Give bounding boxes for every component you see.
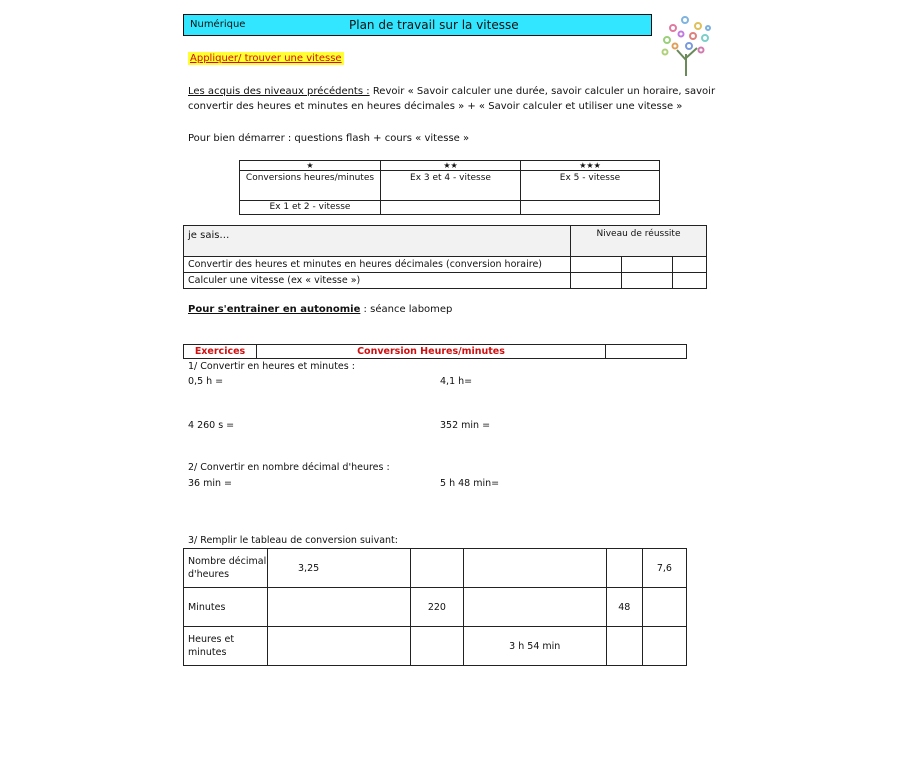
start-section [188, 131, 469, 146]
prior-text-line2: convertir des heures et minutes en heures décimales » + « Savoir calculer et utiliser une vitesse » [188, 101, 683, 112]
level-cell [521, 201, 660, 215]
exercise2-item: 5 h 48 min= [440, 478, 500, 489]
level-box[interactable] [571, 273, 622, 289]
row-label-line: Minutes [188, 601, 226, 613]
conversion-cell[interactable]: 48 [606, 588, 642, 627]
level-header-2: ★★ [381, 161, 521, 171]
level-box[interactable] [673, 273, 707, 289]
conversion-cell[interactable] [606, 549, 642, 588]
autonomy-sep: : [360, 304, 367, 315]
level-box[interactable] [622, 257, 673, 273]
exercise3-title: 3/ Remplir le tableau de conversion suivant: [188, 535, 398, 546]
conversion-cell[interactable]: 3,25 [268, 549, 411, 588]
level-of-success-header: Niveau de réussite [571, 226, 707, 257]
prior-text-line1: Revoir « Savoir calculer une durée, savoir calculer un horaire, savoir [372, 86, 716, 97]
row-label-line: d'heures [188, 569, 230, 580]
start-label: Pour bien démarrer : [188, 133, 292, 144]
exercise-bar-col3 [606, 345, 687, 359]
conversion-cell[interactable] [642, 627, 686, 666]
exercise1-item: 352 min = [440, 420, 491, 431]
conversion-cell[interactable] [268, 627, 411, 666]
conversion-cell[interactable] [642, 588, 686, 627]
conversion-cell[interactable]: 7,6 [642, 549, 686, 588]
objective-label: Appliquer/ trouver une vitesse [190, 53, 342, 64]
level-cell: Ex 3 et 4 - vitesse [381, 171, 521, 201]
level-box[interactable] [673, 257, 707, 273]
conversion-cell[interactable] [463, 549, 606, 588]
conversion-table [183, 548, 687, 666]
skill-row: Calculer une vitesse (ex « vitesse ») [184, 273, 571, 289]
skills-table [183, 225, 707, 289]
exercise2-title: 2/ Convertir en nombre décimal d'heures : [188, 462, 390, 473]
levels-table [239, 160, 660, 215]
level-header-1: ★ [240, 161, 381, 171]
header-bar [183, 14, 652, 36]
skill-row: Convertir des heures et minutes en heures décimales (conversion horaire) [184, 257, 571, 273]
skills-header: je sais… [184, 226, 571, 257]
conversion-cell[interactable] [411, 549, 464, 588]
autonomy-label: Pour s'entrainer en autonomie [188, 304, 361, 315]
start-text: questions flash + cours « vitesse » [294, 133, 470, 144]
level-box[interactable] [622, 273, 673, 289]
level-cell: Conversions heures/minutes [240, 171, 381, 201]
tree-logo-icon [653, 10, 719, 78]
conversion-cell[interactable]: 220 [411, 588, 464, 627]
autonomy-text: séance labomep [370, 304, 453, 315]
level-cell [381, 201, 521, 215]
row-label-line: minutes [188, 647, 227, 658]
exercise1-title: 1/ Convertir en heures et minutes : [188, 361, 355, 372]
page-title: Plan de travail sur la vitesse [349, 18, 519, 32]
conversion-cell[interactable] [606, 627, 642, 666]
level-cell: Ex 1 et 2 - vitesse [240, 201, 381, 215]
conversion-row-label [184, 627, 268, 666]
row-label-line: Heures et [188, 634, 235, 645]
level-cell: Ex 5 - vitesse [521, 171, 660, 201]
conversion-cell[interactable] [268, 588, 411, 627]
conversion-cell[interactable] [463, 588, 606, 627]
exercise-bar [183, 344, 687, 359]
exercise1-item: 4,1 h= [440, 376, 473, 387]
conversion-row-label [184, 588, 268, 627]
level-header-3: ★★★ [521, 161, 660, 171]
row-label-line: Nombre décimal [188, 556, 267, 567]
exercise-bar-col1: Exercices [184, 345, 257, 359]
prior-label: Les acquis des niveaux précédents : [188, 86, 370, 97]
conversion-cell[interactable]: 3 h 54 min [463, 627, 606, 666]
exercise-bar-col2: Conversion Heures/minutes [257, 345, 606, 359]
conversion-row-label [184, 549, 268, 588]
header-left-label: Numérique [190, 19, 246, 30]
exercise1-item: 0,5 h = [188, 376, 224, 387]
exercise1-item: 4 260 s = [188, 420, 235, 431]
prior-knowledge [188, 84, 718, 114]
conversion-cell[interactable] [411, 627, 464, 666]
exercise2-item: 36 min = [188, 478, 233, 489]
level-box[interactable] [571, 257, 622, 273]
autonomy-section [188, 302, 452, 317]
